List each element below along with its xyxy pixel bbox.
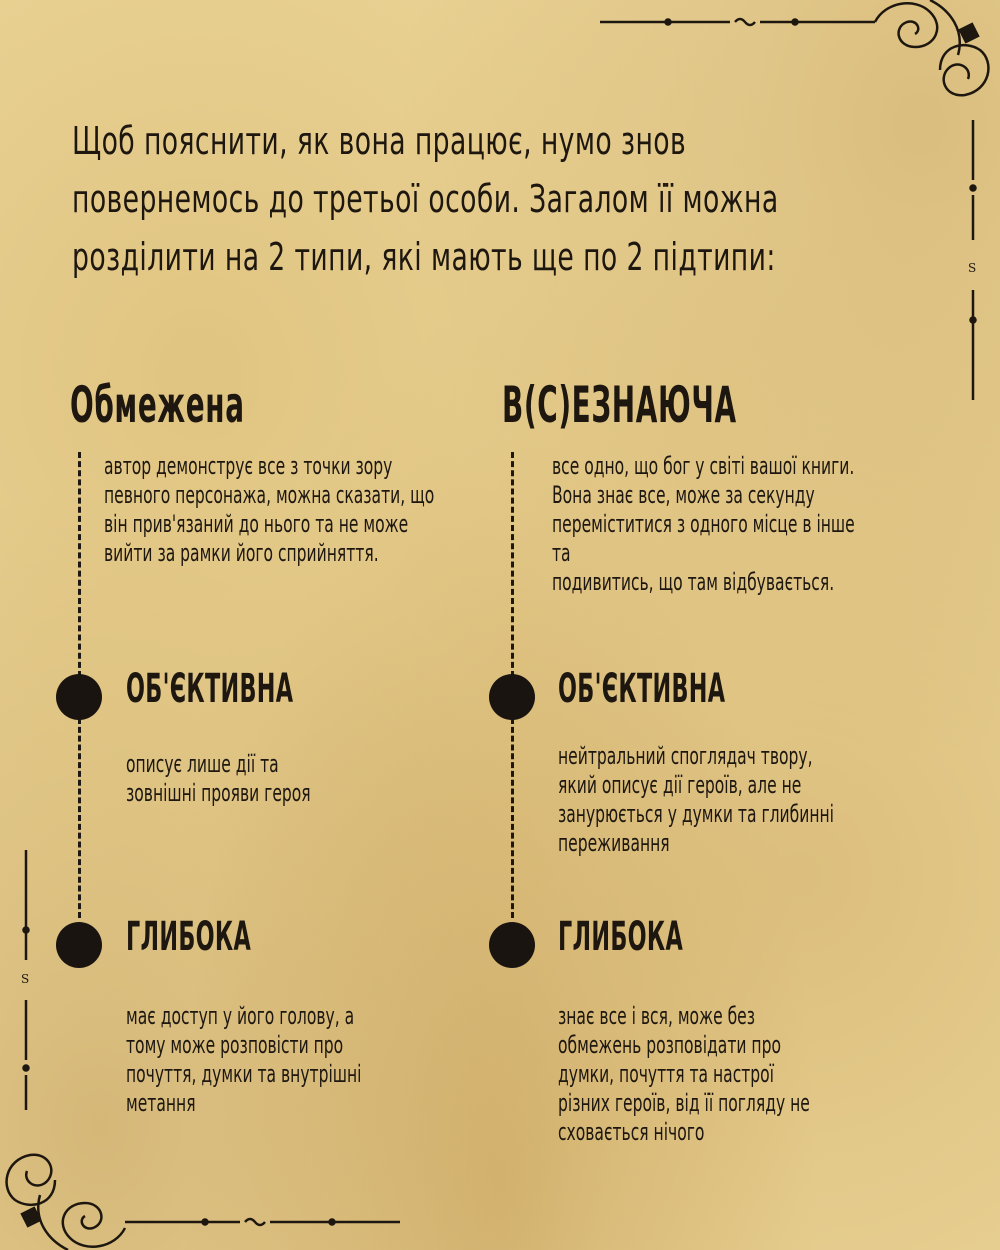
left-timeline [78, 452, 81, 677]
timeline-dot [56, 674, 102, 720]
left-timeline [78, 718, 81, 918]
left-description: автор демонструє все з точки зору певного персонажа, можна сказати, що він прив'язаний до нього та не може вийти за рамки його сприйняття. [104, 452, 435, 567]
right-heading: В(С)ЕЗНАЮЧА [502, 376, 737, 434]
timeline-dot [56, 922, 102, 968]
timeline-dot [489, 674, 535, 720]
left-heading: Обмежена [70, 376, 245, 434]
left-sub1-description: описує лише дії та зовнішні прояви героя [126, 750, 311, 807]
svg-text:S: S [968, 261, 977, 275]
svg-text:S: S [21, 972, 30, 986]
right-timeline [511, 718, 514, 918]
right-description: все одно, що бог у світі вашої книги. Вона знає все, може за секунду переміститися з одного місце в інше та подивитись, що там відбувається. [552, 452, 855, 596]
intro-line: повернемось до третьої особи. Загалом її можна [72, 177, 779, 221]
intro-line: Щоб пояснити, як вона працює, нумо знов [72, 119, 687, 163]
right-sub2-description: знає все і вся, може без обмежень розповідати про думки, почуття та настрої різних героїв, від її погляду не сховається нічого [558, 1002, 810, 1146]
intro-line: розділити на 2 типи, які мають ще по 2 підтипи: [72, 235, 776, 279]
right-sub2-title: ГЛИБОКА [558, 914, 684, 960]
left-sub2-title: ГЛИБОКА [126, 914, 252, 960]
left-sub1-title: ОБ'ЄКТИВНА [126, 666, 294, 712]
right-sub1-title: ОБ'ЄКТИВНА [558, 666, 726, 712]
left-sub2-description: має доступ у його голову, а тому може розповісти про почуття, думки та внутрішні метання [126, 1002, 362, 1117]
right-timeline [511, 452, 514, 677]
right-sub1-description: нейтральний споглядач твору, який описує дії героїв, але не занурюється у думки та глибинні переживання [558, 742, 834, 857]
timeline-dot [489, 922, 535, 968]
intro-text [72, 112, 922, 286]
